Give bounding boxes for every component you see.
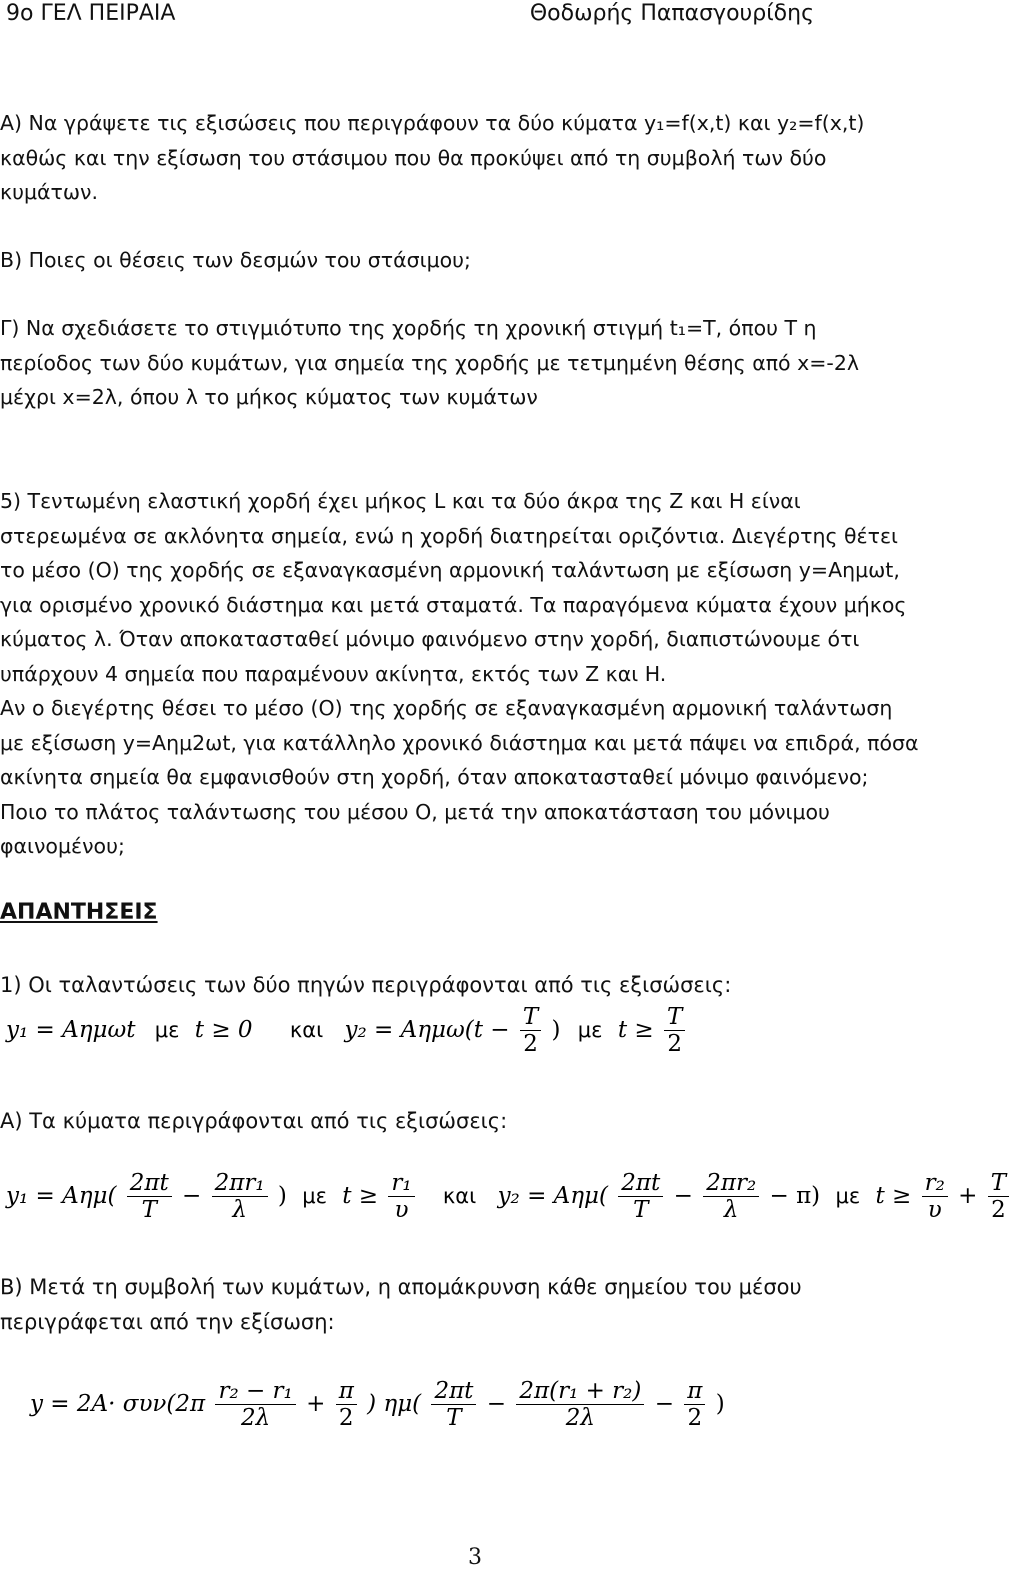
problem-line: κύματος λ. Όταν αποκατασταθεί μόνιμο φαινόμενο στην χορδή, διαπιστώνουμε ότι <box>0 627 860 651</box>
answer1-intro: 1) Οι ταλαντώσεις των δύο πηγών περιγράφονται από τις εξισώσεις: <box>0 973 732 997</box>
fraction-pi-over-2: $\frac{\pi}{2}$ <box>336 1378 357 1432</box>
question-c-line: μέχρι x=2λ, όπου λ το μήκος κύματος των κυμάτων <box>0 385 538 409</box>
wave2-cond: t ≥ <box>875 1182 912 1209</box>
answer-b-line: Β) Μετά τη συμβολή των κυμάτων, η απομάκρυνση κάθε σημείου του μέσου <box>0 1275 802 1299</box>
fraction-2pit-over-t: $\frac{2\pi t}{T}$ <box>431 1378 476 1432</box>
question-a-line: καθώς και την εξίσωση του στάσιμου που θα προκύψει από τη συμβολή των δύο <box>0 145 827 170</box>
plus-sign: + <box>958 1182 978 1209</box>
problem-line: ακίνητα σημεία θα εμφανισθούν στη χορδή, όταν αποκατασταθεί μόνιμο φαινόμενο; <box>0 765 869 789</box>
question-c-line: περίοδος των δύο κυμάτων, για σημεία της χορδής με τετμημένη θέσης από x=-2λ <box>0 350 859 375</box>
question-c-line: Γ) Να σχεδιάσετε το στιγμιότυπο της χορδής τη χρονική στιγμή t₁=T, όπου T η <box>0 316 817 340</box>
word-me: με <box>835 1183 861 1208</box>
question-a-line: Α) Να γράψετε τις εξισώσεις που περιγράφουν τα δύο κύματα y₁=f(x,t) και y₂=f(x,t) <box>0 111 865 135</box>
problem-line: στερεωμένα σε ακλόνητα σημεία, ενώ η χορδή διατηρείται οριζόντια. Διεγέρτης θέτει <box>0 523 898 548</box>
question-c <box>0 311 958 415</box>
problem-line: το μέσο (Ο) της χορδής σε εξαναγκασμένη αρμονική ταλάντωση με εξίσωση y=Αημωt, <box>0 558 900 582</box>
word-me: με <box>302 1183 327 1208</box>
fraction-pi-over-2: $\frac{\pi}{2}$ <box>684 1378 705 1432</box>
answer-b-line: περιγράφεται από την εξίσωση: <box>0 1309 335 1334</box>
fraction-r1-over-u: $\frac{\text{r₁}}{\upsilon}$ <box>388 1170 414 1224</box>
source-equations <box>6 1004 688 1058</box>
cond-t0: t ≥ 0 <box>194 1016 253 1043</box>
question-b: Β) Ποιες οι θέσεις των δεσμών του στάσιμου; <box>0 248 471 272</box>
wave1-lhs: y₁ = Αημ( <box>6 1182 117 1209</box>
eq-y2: y₂ = Αημω(t − <box>344 1016 510 1043</box>
cond-t-geq: t ≥ <box>617 1016 654 1043</box>
wave2-tail: − π) <box>769 1182 821 1209</box>
question-a <box>0 106 958 210</box>
problem-line: για ορισμένο χρονικό διάστημα και μετά σταματά. Τα παραγόμενα κύματα έχουν μήκος <box>0 592 907 617</box>
minus-sign: − <box>182 1182 202 1209</box>
wave-equations <box>6 1170 1012 1224</box>
res-mid: ) ημ( <box>367 1390 422 1417</box>
fraction-t-over-2: $\frac{T}{2}$ <box>664 1004 685 1058</box>
res-lhs: y = 2Α· συν(2π <box>30 1390 206 1417</box>
minus-sign: − <box>654 1390 674 1417</box>
problem-line: Αν ο διεγέρτης θέσει το μέσο (Ο) της χορδής σε εξαναγκασμένη αρμονική ταλάντωση <box>0 696 893 720</box>
wave1-cond: t ≥ <box>342 1182 379 1209</box>
fraction-2pi-r-sum-over-2lambda: $\frac{\text{2π(r₁ + r₂)}}{2\lambda}$ <box>516 1378 644 1432</box>
close-paren: ) <box>715 1390 725 1417</box>
answer-a-intro: Α) Τα κύματα περιγράφονται από τις εξισώσεις: <box>0 1109 508 1133</box>
problem-line: Ποιο το πλάτος ταλάντωσης του μέσου Ο, μετά την αποκατάσταση του μόνιμου <box>0 799 830 824</box>
fraction-2pir1-over-lambda: $\frac{\text{2πr₁}}{\lambda}$ <box>212 1170 268 1224</box>
fraction-t-over-2: $\frac{T}{2}$ <box>520 1004 541 1058</box>
fraction-2pit-over-t: $\frac{2\pi t}{T}$ <box>618 1170 663 1224</box>
problem-line: φαινομένου; <box>0 834 125 858</box>
close-paren: ) <box>551 1016 561 1043</box>
plus-sign: + <box>306 1390 326 1417</box>
problem-line: με εξίσωση y=Αημ2ωt, για κατάλληλο χρονικό διάστημα και μετά πάψει να επιδρά, πόσα <box>0 730 919 755</box>
question-a-line: κυμάτων. <box>0 180 98 204</box>
word-kai: και <box>442 1183 477 1208</box>
problem-5 <box>0 484 958 864</box>
wave2-lhs: y₂ = Αημ( <box>497 1182 608 1209</box>
minus-sign: − <box>486 1390 507 1417</box>
word-kai: και <box>289 1017 324 1042</box>
header-school: 9ο ΓΕΛ ΠΕΙΡΑΙΑ <box>6 1 176 26</box>
page-number: 3 <box>468 1545 482 1570</box>
fraction-t-over-2: $\frac{T}{2}$ <box>988 1170 1009 1224</box>
minus-sign: − <box>673 1182 693 1209</box>
fraction-2pir2-over-lambda: $\frac{\text{2πr₂}}{\lambda}$ <box>703 1170 759 1224</box>
answer-b-text <box>0 1270 958 1339</box>
fraction-r2-minus-r1-over-2lambda: $\frac{\text{r₂ − r₁}}{2\lambda}$ <box>215 1378 295 1432</box>
fraction-r2-over-u: $\frac{\text{r₂}}{\upsilon}$ <box>922 1170 948 1224</box>
word-me: με <box>577 1017 603 1042</box>
word-me: με <box>154 1017 180 1042</box>
answers-heading: ΑΠΑΝΤΗΣΕΙΣ <box>0 900 158 925</box>
close-paren: ) <box>277 1182 287 1209</box>
problem-line: 5) Τεντωμένη ελαστική χορδή έχει μήκος L και τα δύο άκρα της Z και H είναι <box>0 489 801 513</box>
eq-y1: y₁ = Αημωt <box>6 1016 136 1043</box>
problem-line: υπάρχουν 4 σημεία που παραμένουν ακίνητα, εκτός των Z και H. <box>0 661 667 686</box>
header-author: Θοδωρής Παπασγουρίδης <box>529 1 814 26</box>
fraction-2pit-over-t: $\frac{2\pi t}{T}$ <box>127 1170 172 1224</box>
resultant-equation <box>30 1378 725 1432</box>
